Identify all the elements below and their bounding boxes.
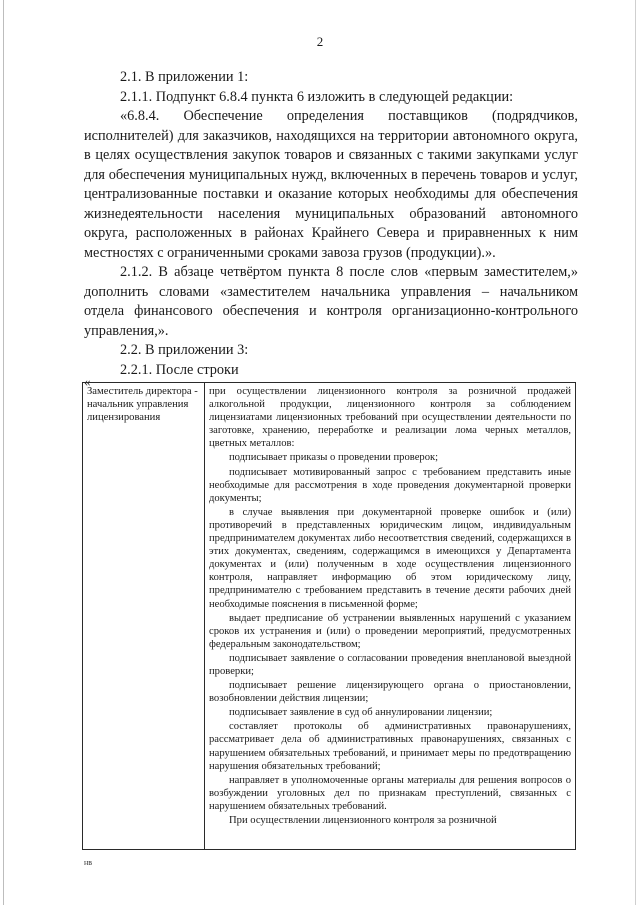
powers-paragraph: подписывает решение лицензирующего органа о приостановлении, возобновлении действия лицензии; xyxy=(209,680,571,705)
powers-paragraph: При осуществлении лицензионного контроля за розничной xyxy=(229,815,497,826)
paragraph-2-1-1: 2.1.1. Подпункт 6.8.4 пункта 6 изложить в следующей редакции: xyxy=(120,88,514,105)
powers-cell xyxy=(205,383,576,850)
powers-paragraph: подписывает приказы о проведении проверок; xyxy=(229,452,439,464)
powers-paragraph: направляет в уполномоченные органы материалы для решения вопросов о возбуждении уголовных дел по признакам преступлений, связанных с нарушением обязательных требований. xyxy=(209,774,571,812)
powers-paragraph: составляет протоколы об административных правонарушениях, рассматривает дела об административных правонарушениях, связанных с нарушением обязательных требований, и принимает меры по предотвращению нарушения обязательных требований; xyxy=(209,721,571,772)
amendment-table xyxy=(82,382,576,850)
powers-paragraph: подписывает заявление о согласовании проведения внеплановой выездной проверки; xyxy=(209,652,571,677)
scan-edge-right xyxy=(635,0,636,905)
paragraph-6-8-4: «6.8.4. Обеспечение определения поставщиков (подрядчиков, исполнителей) для заказчиков, находящихся на территории автономного округа, в целях осуществления закупок товаров и связанных с такими закупками услуг для обеспечения муниципальных нужд, включенных в перечень товаров и услуг, централизованные поставки и оказание которых необходимы для обеспечения жизнедеятельности населения муниципальных образований автономного округа, расположенных в районах Крайнего Севера и приравненных к ним местностях с ограниченными сроками завоза грузов (продукции).». xyxy=(84,108,578,261)
powers-paragraph: при осуществлении лицензионного контроля за розничной продажей алкогольной продукции, лицензионного контроля за соблюдением лицензиатами лицензионных требований при осуществлении деятельности по заготовке, хранению, переработке и реализации лома черных металлов, цветных металлов: xyxy=(209,386,571,450)
paragraph-2-1-2: 2.1.2. В абзаце четвёртом пункта 8 после слов «первым заместителем,» дополнить словами «заместителем начальника управления – начальником отдела финансового обеспечения и контроля организационно-контрольного управления,». xyxy=(84,264,578,339)
paragraph-2-2-1: 2.2.1. После строки xyxy=(120,361,239,378)
page-number: 2 xyxy=(316,34,324,49)
table-row xyxy=(83,383,576,850)
scan-edge-left xyxy=(3,0,4,905)
paragraph-2-2: 2.2. В приложении 3: xyxy=(120,342,249,358)
paragraph-2-1: 2.1. В приложении 1: xyxy=(120,69,249,85)
footer-mark: нв xyxy=(84,858,93,867)
powers-paragraph: в случае выявления при документарной проверке ошибок и (или) противоречий в представленных юридическим лицом, индивидуальным предпринимателем документах либо несоответствия сведений, содержащихся в этих документах, сведениям, содержащимся в имеющихся у Департамента документах и (или) полученным в ходе осуществления лицензионного контроля, направляет информацию об этом юридическому лицу, предпринимателю с требованием представить в течение десяти рабочих дней необходимые пояснения в письменной форме; xyxy=(209,506,571,610)
powers-paragraph: подписывает заявление в суд об аннулировании лицензии; xyxy=(229,707,493,719)
opening-quote-mark: « xyxy=(84,374,91,389)
body-text xyxy=(84,68,578,380)
position-cell: Заместитель директора - начальник управления лицензирования xyxy=(83,383,205,850)
powers-paragraph: подписывает мотивированный запрос с требованием представить иные необходимые для рассмотрения в ходе проведения документарной проверки документы; xyxy=(209,466,571,504)
powers-paragraph: выдает предписание об устранении выявленных нарушений с указанием сроков их устранения и (или) о проведении мероприятий, предусмотренных федеральным законодательством; xyxy=(209,612,571,650)
